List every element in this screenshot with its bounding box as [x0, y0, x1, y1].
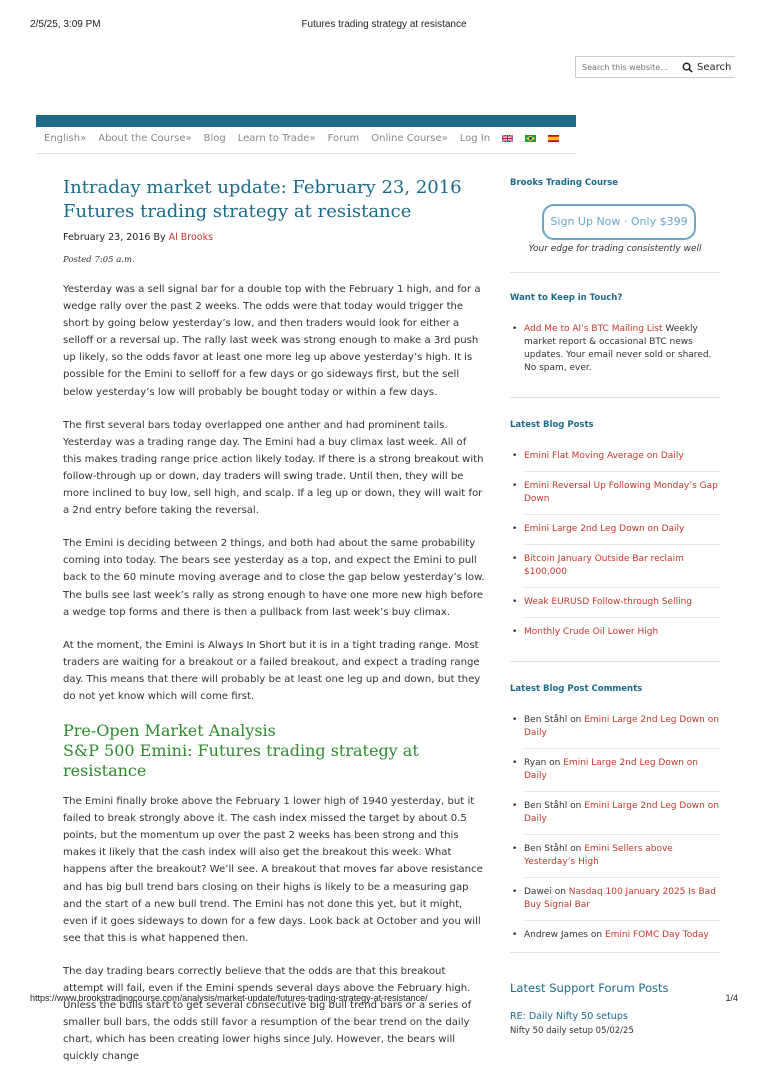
- support-forum-link[interactable]: RE: Daily Nifty 50 setups: [510, 1011, 628, 1022]
- latest-comments-list: [524, 714, 720, 942]
- comment-on: on: [546, 758, 564, 768]
- post-paragraph: At the moment, the Emini is Always In Short but it is in a tight trading range. Most traders are waiting for a breakout or a failed breakout, and expect a trading range day. This means that there will probably be at least one leg up and down, but they do not yet know which will come first.: [63, 639, 481, 702]
- post-title-line1: Intraday market update: February 23, 2016: [63, 177, 462, 198]
- comment-author: Andrew James: [524, 930, 588, 940]
- list-item: [524, 596, 720, 618]
- post-date: February 23, 2016: [63, 232, 151, 243]
- latest-post-link[interactable]: Bitcoin January Outside Bar reclaim $100,000: [524, 554, 684, 577]
- post-paragraph: Yesterday was a sell signal bar for a double top with the February 1 high, and for a wedge rally over the past 2 weeks. The odds were that today would trigger the short by going below yesterday’s low, and then traders would look for either a selloff or a reversal up. The rally last week was strong enough to make a 3rd push up likely, so the odds favor at least one more leg up above yesterday’s high. It is possible for the Emini to selloff for a few days or go sideways first, but the sell below yesterday’s low will probably be bought today or within a few days.: [63, 284, 481, 398]
- comment-post-link[interactable]: Emini FOMC Day Today: [604, 930, 709, 940]
- spain-flag-icon[interactable]: [548, 135, 559, 142]
- comment-post-link[interactable]: Emini Large 2nd Leg Down on Daily: [524, 801, 719, 824]
- nav-blog[interactable]: Blog: [203, 133, 226, 144]
- latest-post-link[interactable]: Emini Reversal Up Following Monday’s Gap Down: [524, 481, 718, 504]
- comment-on: on: [567, 801, 585, 811]
- nav-learn-to-trade[interactable]: Learn to Trade»: [237, 133, 316, 144]
- comment-on: on: [567, 715, 585, 725]
- mailing-list-link[interactable]: Add Me to Al’s BTC Mailing List: [524, 324, 663, 334]
- latest-post-link[interactable]: Weak EURUSD Follow-through Selling: [524, 597, 692, 607]
- main-content: [63, 176, 487, 1065]
- nav-online-course[interactable]: Online Course»: [371, 133, 448, 144]
- latest-post-link[interactable]: Monthly Crude Oil Lower High: [524, 627, 659, 637]
- search-box: [575, 56, 735, 78]
- list-item: [524, 929, 720, 942]
- print-page-number: 1/4: [725, 993, 738, 1003]
- nav-about-the-course[interactable]: About the Course»: [98, 133, 192, 144]
- comment-author: Ryan: [524, 758, 547, 768]
- list-item: [524, 450, 720, 472]
- author-link[interactable]: Al Brooks: [168, 232, 214, 243]
- section-heading-line1: Pre-Open Market Analysis: [63, 721, 276, 741]
- latest-post-link[interactable]: Emini Flat Moving Average on Daily: [524, 451, 684, 461]
- print-title: Futures trading strategy at resistance: [301, 19, 467, 30]
- post-title-line2: Futures trading strategy at resistance: [63, 201, 412, 222]
- brazil-flag-icon[interactable]: [525, 135, 536, 142]
- search-input[interactable]: [576, 58, 676, 76]
- header-color-bar: [36, 115, 576, 127]
- section-heading-line2: S&P 500 Emini: Futures trading strategy at resistance: [63, 741, 419, 781]
- comment-author: Ben Ståhl: [524, 715, 568, 725]
- list-item: [524, 553, 720, 588]
- search-button-label: Search: [697, 61, 732, 73]
- list-item: [524, 714, 720, 749]
- keep-in-touch-list: [524, 323, 720, 375]
- search-button[interactable]: [682, 62, 731, 73]
- latest-post-link[interactable]: Emini Large 2nd Leg Down on Daily: [524, 524, 685, 534]
- comment-on: on: [588, 930, 605, 940]
- list-item: [524, 323, 720, 375]
- post-paragraph: The Emini is deciding between 2 things, and both had about the same probability coming into today. The bears see yesterday as a top, and expect the Emini to pull back to the 60 minute moving average and to close the gap below yesterday’s low. The bulls see last week’s rally as strong enough to have one more new high before a wedge top forms and there is then a pullback from last week’s buy climax.: [63, 538, 485, 618]
- course-tagline: Your edge for trading consistently well: [528, 244, 702, 254]
- list-item: [524, 886, 720, 921]
- list-item: [524, 480, 720, 515]
- post-title: [63, 176, 487, 224]
- list-item: [524, 523, 720, 545]
- comment-author: Ben Ståhl: [524, 801, 568, 811]
- print-url: https://www.brookstradingcourse.com/analysis/market-update/futures-trading-strategy-at-resistance/: [30, 993, 428, 1003]
- sidebar-divider: [510, 272, 720, 273]
- mailing-list-text: Weekly market report & occasional BTC news updates. Your email never sold or shared. No spam, ever.: [524, 324, 712, 373]
- signup-button[interactable]: Sign Up Now · Only $399: [542, 204, 696, 240]
- list-item: [524, 626, 720, 639]
- sidebar-divider: [510, 397, 720, 398]
- byline: [63, 232, 487, 243]
- list-item: [524, 757, 720, 792]
- nav-divider: [36, 153, 576, 154]
- latest-posts-title: Latest Blog Posts: [510, 420, 594, 430]
- nav-log-in[interactable]: Log In: [459, 133, 491, 144]
- course-widget-title: Brooks Trading Course: [510, 178, 619, 188]
- list-item: [524, 800, 720, 835]
- print-datetime: 2/5/25, 3:09 PM: [30, 19, 101, 30]
- nav-english[interactable]: English»: [44, 133, 87, 144]
- comment-on: on: [567, 844, 585, 854]
- uk-flag-icon[interactable]: [502, 135, 513, 142]
- search-icon: [682, 62, 693, 73]
- nav-forum[interactable]: Forum: [327, 133, 360, 144]
- post-paragraph: The first several bars today overlapped one anther and had prominent tails. Yesterday was a trading range day. The Emini had a buy climax last week. All of this makes trading range price action likely today. If there is a strong breakout with follow-through up or down, day traders will swing trade. Until then, they will be more inclined to buy low, sell high, and scalp. If a leg up or down, they will wait for a 2nd entry before taking the reversal.: [63, 419, 484, 517]
- sidebar: [510, 178, 720, 1036]
- comment-post-link[interactable]: Emini Large 2nd Leg Down on Daily: [524, 715, 719, 738]
- support-forum-excerpt: Nifty 50 daily setup 05/02/25: [510, 1026, 634, 1036]
- sidebar-divider: [510, 661, 720, 662]
- comment-author: Ben Ståhl: [524, 844, 568, 854]
- comment-post-link[interactable]: Nasdaq 100 January 2025 Is Bad Buy Signal Bar: [524, 887, 716, 910]
- comment-author: Dawei: [524, 887, 552, 897]
- comment-post-link[interactable]: Emini Sellers above Yesterday’s High: [524, 844, 673, 867]
- latest-posts-list: [524, 450, 720, 639]
- section-heading: [63, 721, 487, 781]
- keep-in-touch-title: Want to Keep in Touch?: [510, 293, 623, 303]
- posted-time: Posted 7:05 a.m.: [63, 255, 135, 265]
- sidebar-divider: [510, 952, 720, 953]
- latest-comments-title: Latest Blog Post Comments: [510, 684, 643, 694]
- post-paragraph: The day trading bears correctly believe that the odds are that this breakout attempt will fail, even if the Emini spends several days above the February high. Unless the bulls start to get several consecutive big bull trend bars or a series of smaller bull bars, the odds still favor a resumption of the bear trend on the daily chart, which has been creating lower highs since July. However, the bears will quickly change: [63, 965, 472, 1063]
- post-paragraph: The Emini finally broke above the February 1 lower high of 1940 yesterday, but it failed to break strongly above it. The cash index missed the target by about 0.5 points, but the momentum up over the past 2 weeks has been strong and this makes it likely that the cash index will also get the breakout this week. What happens after the breakout? We’ll see. A breakout that moves far above resistance and has big bull trend bars closing on their highs is likely to be a measuring gap and the start of a new bull trend. The Emini has not done this yet, but it might, even if it goes sideways to down for a few days. Look back at October and you will see that this is what happened then.: [63, 796, 483, 944]
- comment-post-link[interactable]: Emini Large 2nd Leg Down on Daily: [524, 758, 698, 781]
- list-item: [524, 843, 720, 878]
- support-forum-title: Latest Support Forum Posts: [510, 981, 669, 995]
- comment-on: on: [551, 887, 569, 897]
- byline-by: By: [153, 232, 166, 243]
- main-nav: [44, 133, 571, 144]
